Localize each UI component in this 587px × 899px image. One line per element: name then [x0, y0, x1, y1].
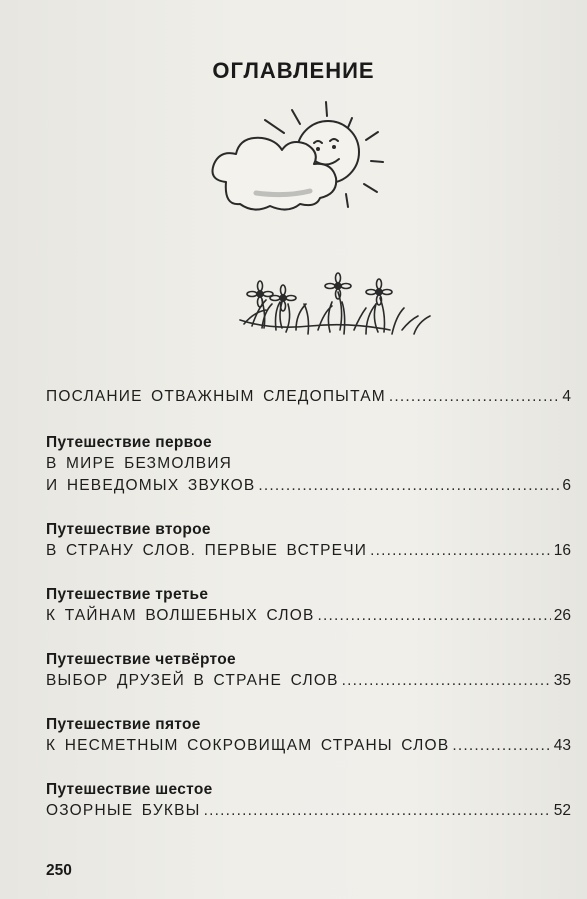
- toc-page-number: 43: [553, 737, 571, 754]
- toc-page-number: 4: [562, 388, 571, 405]
- toc-entry[interactable]: [46, 432, 571, 497]
- toc-page-number: 35: [553, 672, 571, 689]
- toc-entry-subtitle: Путешествие шестое: [46, 781, 213, 798]
- toc-entry-title-line: В МИРЕ БЕЗМОЛВИЯ: [46, 455, 233, 472]
- toc-entry-title: К ТАЙНАМ ВОЛШЕБНЫХ СЛОВ: [46, 607, 315, 624]
- toc-entry-subtitle: Путешествие второе: [46, 521, 211, 538]
- leader-dots: [318, 605, 551, 627]
- leader-dots: [204, 800, 551, 822]
- toc-entry[interactable]: [46, 519, 571, 562]
- toc-entry[interactable]: [46, 714, 571, 757]
- toc-entry-title: ПОСЛАНИЕ ОТВАЖНЫМ СЛЕДОПЫТАМ: [46, 388, 386, 405]
- toc-entry-title: К НЕСМЕТНЫМ СОКРОВИЩАМ СТРАНЫ СЛОВ: [46, 737, 450, 754]
- toc-row[interactable]: [46, 670, 571, 692]
- leader-dots: [389, 386, 559, 408]
- leader-dots: [258, 475, 559, 497]
- page-number: 250: [46, 862, 72, 879]
- toc-entry[interactable]: [46, 386, 571, 408]
- toc-entry-subtitle: Путешествие четвёртое: [46, 651, 236, 668]
- toc-page-number: 6: [562, 477, 571, 494]
- leader-dots: [452, 735, 550, 757]
- toc-entry[interactable]: [46, 779, 571, 822]
- page-title: ОГЛАВЛЕНИЕ: [212, 58, 375, 83]
- toc-entry-title: ВЫБОР ДРУЗЕЙ В СТРАНЕ СЛОВ: [46, 672, 339, 689]
- toc-entry-subtitle: Путешествие пятое: [46, 716, 201, 733]
- leader-dots: [370, 540, 551, 562]
- toc-row[interactable]: [46, 386, 571, 408]
- toc-entry-subtitle: Путешествие первое: [46, 434, 212, 451]
- toc-entry-title: ОЗОРНЫЕ БУКВЫ: [46, 802, 201, 819]
- toc-page-number: 26: [553, 607, 571, 624]
- toc-entry[interactable]: [46, 649, 571, 692]
- toc-entry-title: И НЕВЕДОМЫХ ЗВУКОВ: [46, 477, 256, 494]
- leader-dots: [342, 670, 551, 692]
- toc-entry[interactable]: [46, 584, 571, 627]
- toc-row[interactable]: [46, 800, 571, 822]
- toc-page-number: 52: [553, 802, 571, 819]
- toc-row[interactable]: [46, 605, 571, 627]
- toc-row[interactable]: [46, 735, 571, 757]
- sun-behind-cloud-illustration: [213, 102, 384, 210]
- toc-row[interactable]: [46, 475, 571, 497]
- toc-entry-title: В СТРАНУ СЛОВ. ПЕРВЫЕ ВСТРЕЧИ: [46, 542, 368, 559]
- table-of-contents: [46, 386, 571, 844]
- toc-row[interactable]: [46, 540, 571, 562]
- toc-entry-subtitle: Путешествие третье: [46, 586, 209, 603]
- flowers-in-grass-illustration: [240, 273, 430, 334]
- toc-page-number: 16: [553, 542, 571, 559]
